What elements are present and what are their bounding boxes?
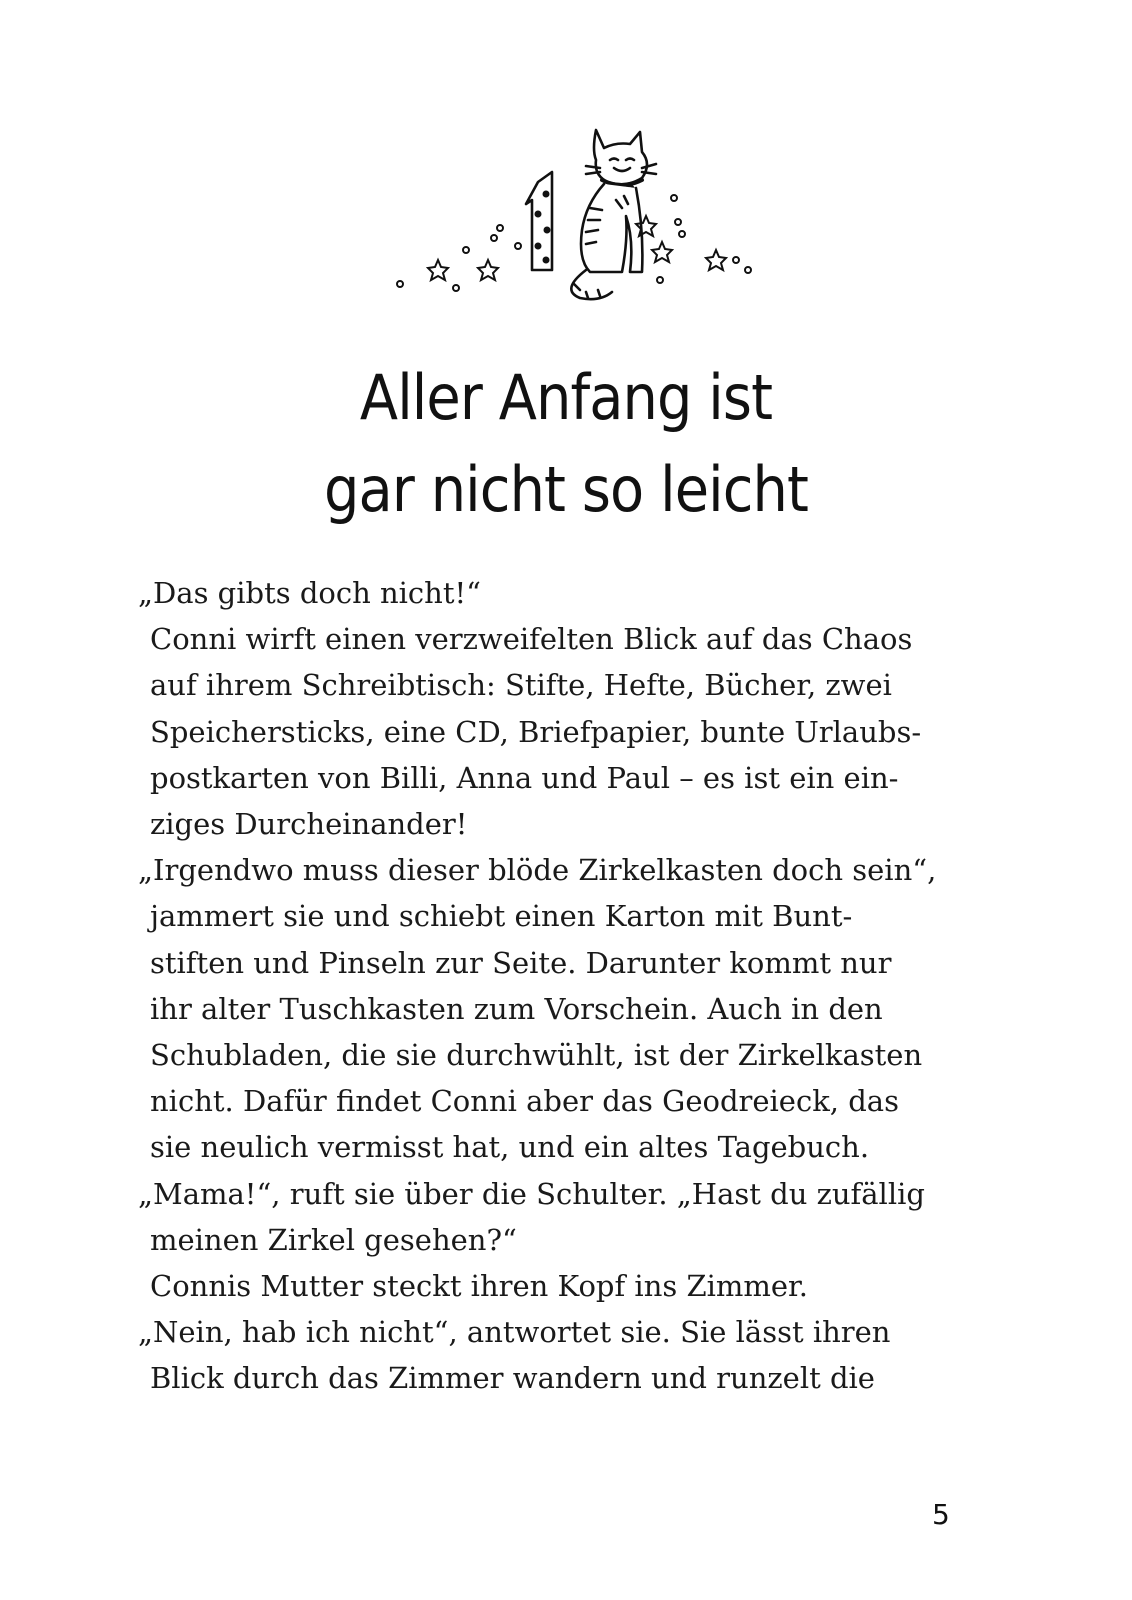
chapter-title-line-2: gar nicht so leicht — [324, 453, 808, 526]
text-line: Connis Mutter steckt ihren Kopf ins Zimmer. — [150, 1269, 808, 1304]
text-line: nicht. Dafür findet Conni aber das Geodreieck, das — [150, 1084, 899, 1119]
text-line: auf ihrem Schreibtisch: Stifte, Hefte, Bücher, zwei — [150, 668, 892, 703]
text-line: meinen Zirkel gesehen?“ — [150, 1222, 517, 1257]
text-line: ihr alter Tuschkasten zum Vorschein. Auch in den — [150, 991, 883, 1026]
body-text — [138, 570, 998, 1402]
text-line: Schubladen, die sie durchwühlt, ist der Zirkelkasten — [150, 1038, 923, 1073]
text-line: postkarten von Billi, Anna und Paul – es ist ein ein- — [150, 760, 899, 795]
text-line: „Mama!“, ruft sie über die Schulter. „Hast du zufällig — [138, 1176, 925, 1211]
page-number: 5 — [932, 1498, 950, 1531]
text-line: jammert sie und schiebt einen Karton mit Bunt- — [150, 899, 853, 934]
chapter-title-line-1: Aller Anfang ist — [359, 361, 773, 434]
text-line: stiften und Pinseln zur Seite. Darunter kommt nur — [150, 945, 892, 980]
text-line: „Nein, hab ich nicht“, antwortet sie. Sie lässt ihren — [138, 1315, 891, 1350]
chapter-title — [57, 352, 1076, 536]
text-line: Speichersticks, eine CD, Briefpapier, bunte Urlaubs- — [150, 714, 922, 749]
text-line: Conni wirft einen verzweifelten Blick auf das Chaos — [150, 622, 913, 657]
text-line: Blick durch das Zimmer wandern und runzelt die — [150, 1361, 875, 1396]
text-line: sie neulich vermisst hat, und ein altes Tagebuch. — [150, 1130, 870, 1165]
text-line: ziges Durcheinander! — [150, 807, 468, 842]
text-line: „Irgendwo muss dieser blöde Zirkelkasten doch sein“, — [138, 853, 937, 888]
cat-with-number-one-icon — [390, 120, 770, 320]
text-line: „Das gibts doch nicht!“ — [138, 576, 481, 610]
